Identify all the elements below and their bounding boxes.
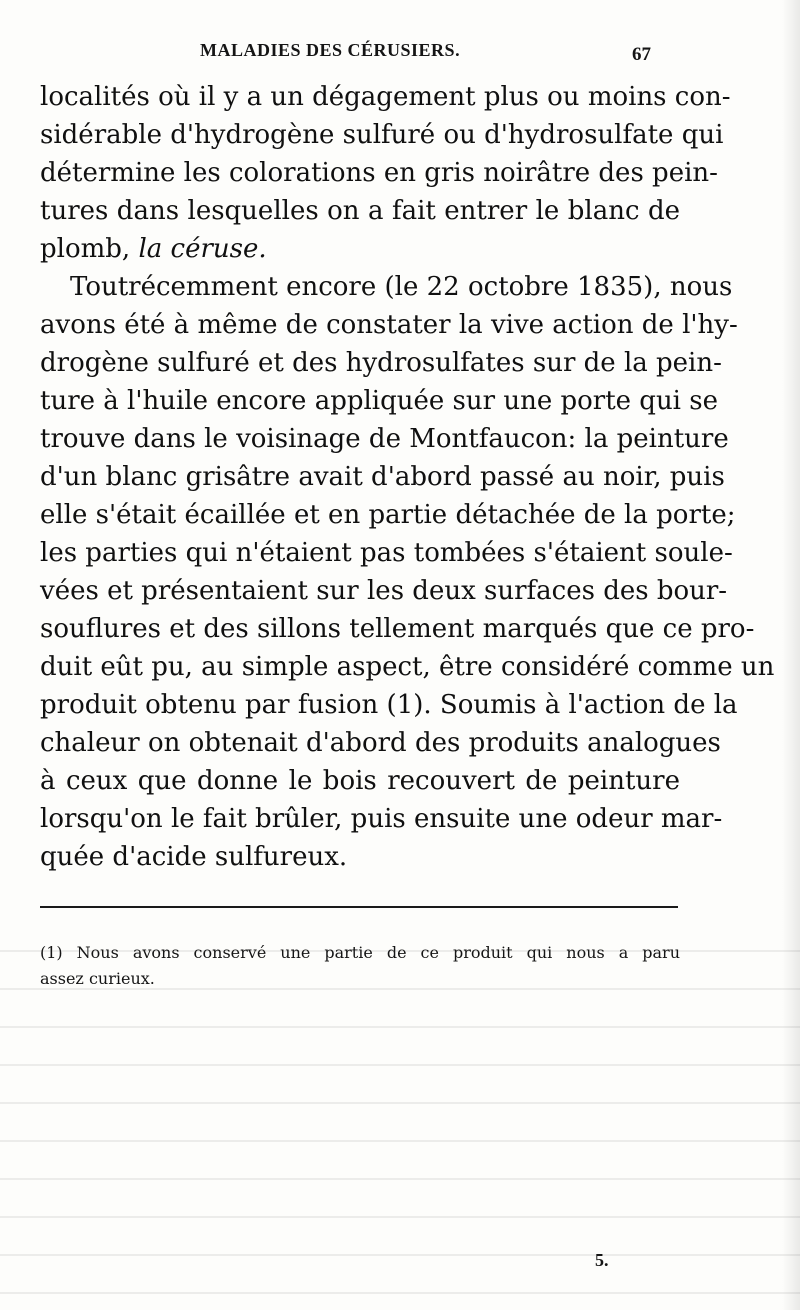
text-line: détermine les colorations en gris noirâtre des pein- [40,158,718,188]
main-text [40,78,775,876]
text-line: les parties qui n'étaient pas tombées s'étaient soule- [40,538,733,568]
text-line: elle s'était écaillée et en partie détachée de la porte; [40,500,736,530]
page-edge-shadow [782,0,800,1310]
text-fragment: plomb, [40,234,139,264]
text-line: avons été à même de constater la vive action de l'hy- [40,310,738,340]
text-line: produit obtenu par fusion (1). Soumis à l'action de la [40,690,738,720]
text-line: à ceux que donne le bois recouvert de peinture [40,766,680,796]
text-line: vées et présentaient sur les deux surfaces des bour- [40,576,728,606]
italic-text: la céruse. [138,234,267,264]
text-line: souflures et des sillons tellement marqués que ce pro- [40,614,755,644]
footnote [40,940,680,992]
text-line: d'un blanc grisâtre avait d'abord passé au noir, puis [40,462,725,492]
text-line: lorsqu'on le fait brûler, puis ensuite une odeur mar- [40,804,723,834]
text-line: trouve dans le voisinage de Montfaucon: la peinture [40,424,729,454]
text-line: tures dans lesquelles on a fait entrer le blanc de [40,196,680,226]
footnote-line: (1) Nous avons conservé une partie de ce produit qui nous a paru [40,943,680,962]
text-line: sidérable d'hydrogène sulfuré ou d'hydrosulfate qui [40,120,724,150]
footnote-line: assez curieux. [40,969,155,988]
text-line: duit eût pu, au simple aspect, être considéré comme un [40,652,775,682]
footnote-rule [40,906,678,908]
signature-mark: 5. [595,1250,609,1270]
text-line: quée d'acide sulfureux. [40,842,348,872]
text-line: ture à l'huile encore appliquée sur une porte qui se [40,386,718,416]
running-title: MALADIES DES CÉRUSIERS. [200,40,461,60]
text-line: chaleur on obtenait d'abord des produits analogues [40,728,721,758]
text-line [40,230,680,268]
text-line: localités où il y a un dégagement plus ou moins con- [40,82,731,112]
paragraph-start-line: Toutrécemment encore (le 22 octobre 1835), nous [70,272,733,302]
text-line: drogène sulfuré et des hydrosulfates sur de la pein- [40,348,722,378]
page-number: 67 [632,44,651,65]
